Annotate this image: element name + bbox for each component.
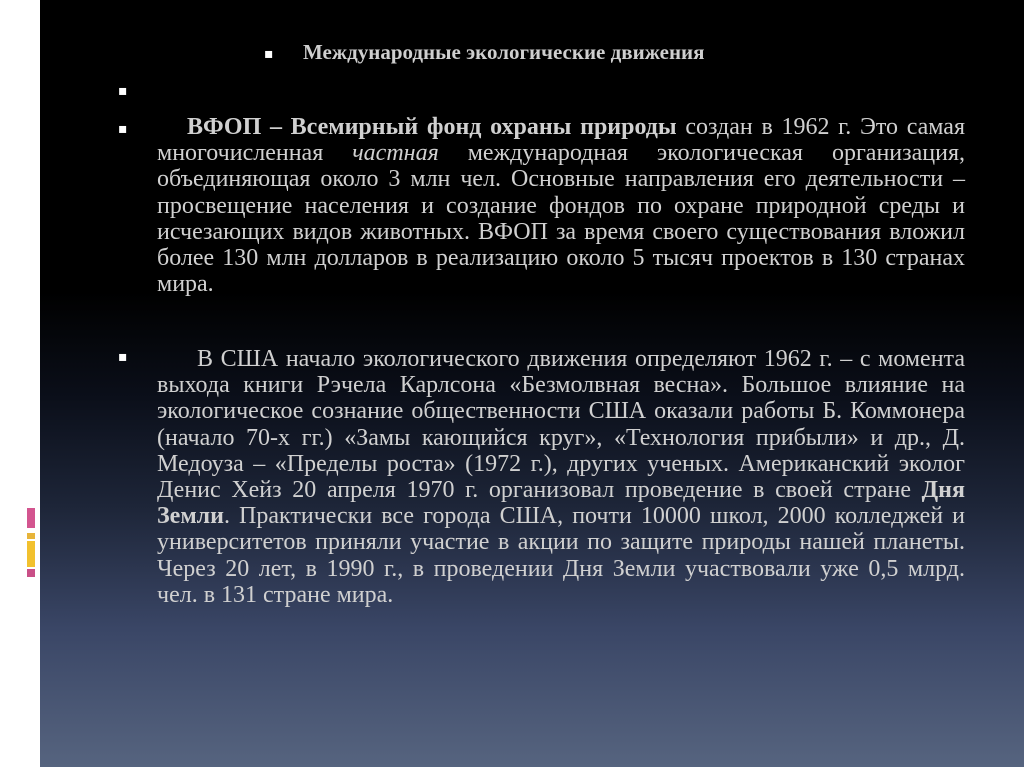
slide-title: Международные экологические движения xyxy=(303,40,705,64)
paragraph-bold-lead: ВФОП – Всемирный фонд охраны природы xyxy=(187,114,677,140)
accent-bar-orange xyxy=(27,533,35,539)
paragraph-italic-word: частная xyxy=(352,140,439,167)
paragraph-wwf xyxy=(157,114,965,297)
bullet-icon: ▪ xyxy=(264,46,274,62)
bullet-icon: ▪ xyxy=(118,83,128,99)
accent-bar-pink-small xyxy=(27,569,35,577)
paragraph-bold-earth-day: Дня Земли xyxy=(157,477,965,530)
bullet-icon: ▪ xyxy=(118,349,128,365)
paragraph-text: . Практически все города США, почти 10000 школ, 2000 колледжей и университетов приняли участие в акции по защите природы нашей планеты. Через 20 лет, в 1990 г., в проведении Дня Земли участвовали уже 0,5 млрд. чел. в 131 стране мира. xyxy=(157,503,965,608)
paragraph-text: международная экологическая организация, объединяющая около 3 млн чел. Основные направления его деятельности – просвещение населения и создание фондов по охране природной среды и исчезающих видов животных. ВФОП за время своего существования вложил более 130 млн долларов в реализацию около 5 тысяч проектов в 130 странах мира. xyxy=(157,140,965,298)
paragraph-text: создан в 1962 г. Это самая многочисленная xyxy=(157,114,966,167)
accent-bar-yellow xyxy=(27,541,35,567)
paragraph-usa-movement xyxy=(157,346,965,608)
accent-bar-pink xyxy=(27,508,35,528)
bullet-icon: ▪ xyxy=(118,121,128,137)
paragraph-text: В США начало экологического движения определяют 1962 г. – с момента выхода книги Рэчела Карлсона «Безмолвная весна». Большое влияние на экологическое сознание общественности США оказали работы Б. Коммонера (начало 70-х гг.) «Замы кающийся круг», «Технология прибыли» и др., Д. Медоуза – «Пределы роста» (1972 г.), других ученых. Американский эколог Денис Хейз 20 апреля 1970 г. организовал проведение в своей стране xyxy=(157,346,965,504)
